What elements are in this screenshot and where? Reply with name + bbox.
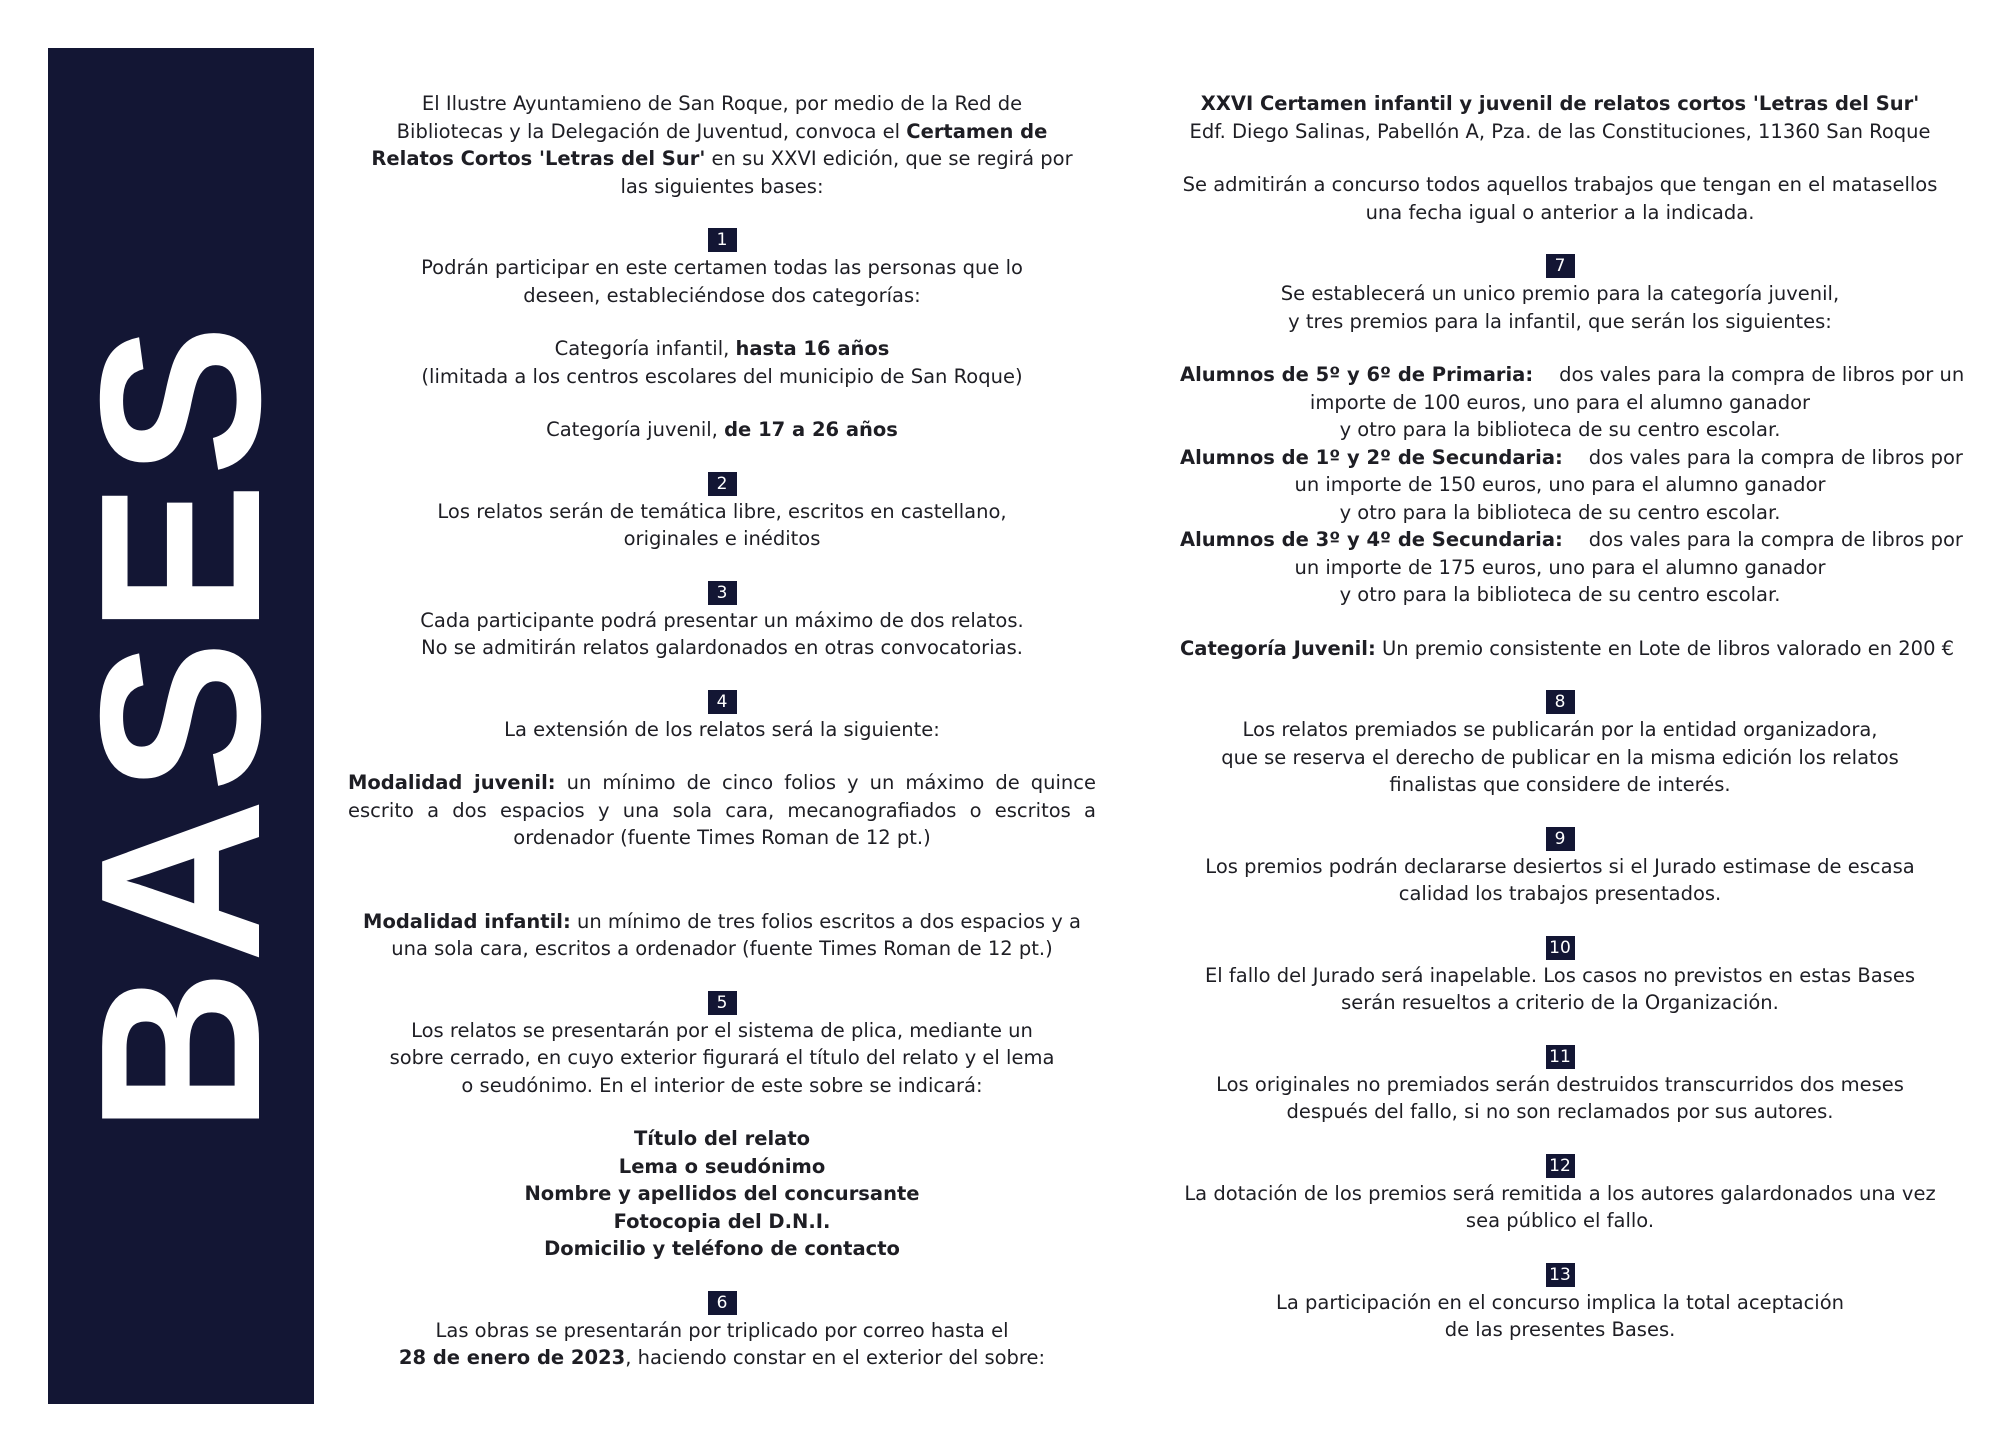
s4-juvenil — [348, 769, 1096, 852]
s6-line2 — [348, 1344, 1096, 1372]
s8-line1: Los relatos premiados se publicarán por la entidad organizadora, — [1242, 718, 1878, 741]
section-number-5: 5 — [708, 991, 737, 1015]
prize-sec12-cont1: un importe de 150 euros, uno para el alumno ganador — [1294, 473, 1826, 496]
section-number-7: 7 — [1546, 254, 1575, 278]
prize-primaria-label: Alumnos de 5º y 6º de Primaria: — [1180, 363, 1534, 386]
prize-sec12-cont2: y otro para la biblioteca de su centro escolar. — [1339, 500, 1781, 524]
prize-sec34-cont2: y otro para la biblioteca de su centro escolar. — [1339, 583, 1781, 606]
s4-infantil-bold: Modalidad infantil: — [363, 909, 571, 933]
prize-sec34-label: Alumnos de 3º y 4º de Secundaria: — [1180, 528, 1563, 551]
left-column — [348, 90, 1096, 1372]
intro-bold: Certamen de Relatos Cortos 'Letras del Sur' — [371, 119, 1048, 170]
prize-sec34-first: dos vales para la compra de libros por — [1588, 528, 1963, 551]
s5-item — [348, 1208, 1096, 1236]
prize-juvenil — [1180, 635, 1955, 663]
s12-line2: sea público el fallo. — [1465, 1209, 1655, 1232]
prize-sec34 — [1180, 526, 1963, 554]
s5-line1: Los relatos se presentarán por el sistema de plica, mediante un — [411, 1018, 1033, 1042]
s1-cat2 — [348, 416, 1096, 444]
section-number-1: 1 — [708, 228, 737, 252]
s7-line1: Se establecerá un unico premio para la categoría juvenil, — [1280, 282, 1840, 305]
s5-item — [348, 1125, 1096, 1153]
s8-line3: finalistas que considere de interés. — [1389, 773, 1731, 796]
s1-cat1-text: Categoría infantil, — [554, 337, 736, 360]
section-number-11: 11 — [1546, 1045, 1575, 1069]
s6-date: 28 de enero de 2023 — [398, 1346, 626, 1369]
prize-juvenil-text: Un premio consistente en Lote de libros valorado en 200 € — [1375, 636, 1955, 660]
s3-line2: No se admitirán relatos galardonados en otras convocatorias. — [421, 636, 1023, 659]
intro-text-1: El Ilustre Ayuntamieno de San Roque, por medio de la Red de Bibliotecas y la Delegación de Juventud, convoca el — [396, 92, 1023, 143]
prize-sec12 — [1180, 444, 1963, 472]
right-column — [1180, 90, 1965, 1344]
section-number-2: 2 — [708, 472, 737, 496]
s5-item — [348, 1180, 1096, 1208]
section-number-4: 4 — [708, 690, 737, 714]
s1-cat2-text: Categoría juvenil, — [546, 418, 725, 441]
s5-item-nombre: Nombre y apellidos del concursante — [524, 1182, 920, 1205]
s5-item-domicilio: Domicilio y teléfono de contacto — [544, 1237, 900, 1260]
s5-item-title: Título del relato — [633, 1127, 811, 1150]
s4-juvenil-text: un mínimo de cinco folios y un máximo de quince escrito a dos espacios y una sola cara, mecanografiados o escritos a ordenador (fuente Times Roman de 12 pt.) — [348, 771, 1096, 849]
s1-text: Podrán participar en este certamen todas las personas que lo deseen, estableciéndose dos categorías: — [421, 256, 1023, 307]
s6-address-title — [1180, 90, 1940, 118]
prize-primaria-first: dos vales para la compra de libros por un — [1559, 363, 1965, 386]
s9-line2: calidad los trabajos presentados. — [1398, 882, 1722, 905]
bases-sidebar — [48, 48, 314, 1404]
prize-juvenil-label: Categoría Juvenil: — [1180, 636, 1376, 660]
s5-item — [348, 1153, 1096, 1181]
s9-line1: Los premios podrán declararse desiertos si el Jurado estimase de escasa — [1205, 854, 1915, 878]
prize-primaria — [1180, 361, 1965, 389]
s5-line2: sobre cerrado, en cuyo exterior figurará el título del relato y el lema — [389, 1046, 1055, 1069]
s4-juvenil-bold: Modalidad juvenil: — [348, 771, 556, 794]
s4-infantil — [348, 908, 1096, 963]
s11-line1: Los originales no premiados serán destruidos transcurridos dos meses — [1216, 1072, 1904, 1096]
s5-item — [348, 1235, 1096, 1263]
s4-intro: La extensión de los relatos será la siguiente: — [504, 717, 940, 741]
s6-line1: Las obras se presentarán por triplicado por correo hasta el — [435, 1318, 1009, 1342]
s10-line1: El fallo del Jurado será inapelable. Los casos no previstos en estas Bases — [1204, 963, 1915, 987]
intro-text-2: en su XXVI edición, que se regirá por las siguientes bases: — [620, 147, 1073, 198]
s13-line1: La participación en el concurso implica la total aceptación — [1276, 1290, 1844, 1314]
s1-cat1-note: (limitada a los centros escolares del municipio de San Roque) — [421, 364, 1023, 388]
section-number-8: 8 — [1546, 690, 1575, 714]
s5-item-lema: Lema o seudónimo — [618, 1154, 826, 1178]
section-number-13: 13 — [1546, 1263, 1575, 1287]
s2-line1: Los relatos serán de temática libre, escritos en castellano, — [437, 499, 1007, 523]
s6-address-bold: XXVI Certamen infantil y juvenil de relatos cortos 'Letras del Sur' — [1200, 92, 1920, 115]
s6-line2-rest: , haciendo constar en el exterior del sobre: — [625, 1346, 1046, 1369]
s1-cat1 — [348, 335, 1096, 363]
prize-primaria-cont1: importe de 100 euros, uno para el alumno ganador — [1309, 390, 1811, 414]
s4-infantil-text: un mínimo de tres folios escritos a dos espacios y a una sola cara, escritos a ordenador (fuente Times Roman de 12 pt.) — [391, 909, 1081, 960]
prize-sec12-label: Alumnos de 1º y 2º de Secundaria: — [1180, 445, 1563, 469]
s3-line1: Cada participante podrá presentar un máximo de dos relatos. — [420, 608, 1024, 632]
section-number-12: 12 — [1546, 1154, 1575, 1178]
s8-line2: que se reserva el derecho de publicar en la misma edición los relatos — [1221, 745, 1899, 769]
s6-admit-line1: Se admitirán a concurso todos aquellos trabajos que tengan en el matasellos — [1182, 173, 1938, 196]
prize-sec34-cont1: un importe de 175 euros, uno para el alumno ganador — [1294, 555, 1826, 579]
section-number-6: 6 — [708, 1291, 737, 1315]
s7-line2: y tres premios para la infantil, que serán los siguientes: — [1288, 309, 1832, 333]
s6-admit-line2: una fecha igual o anterior a la indicada. — [1365, 200, 1755, 224]
s5-line3: o seudónimo. En el interior de este sobre se indicará: — [461, 1073, 983, 1097]
s1-cat2-bold: de 17 a 26 años — [724, 418, 898, 441]
section-number-9: 9 — [1546, 827, 1575, 851]
bases-title: BASES — [54, 318, 308, 1134]
section-number-10: 10 — [1546, 936, 1575, 960]
prize-primaria-cont2: y otro para la biblioteca de su centro escolar. — [1339, 418, 1781, 441]
s5-item-dni: Fotocopia del D.N.I. — [613, 1209, 831, 1233]
s11-line2: después del fallo, si no son reclamados por sus autores. — [1286, 1100, 1834, 1123]
s12-line1: La dotación de los premios será remitida a los autores galardonados una vez — [1184, 1181, 1936, 1205]
s1-cat1-bold: hasta 16 años — [735, 337, 890, 360]
intro-paragraph — [348, 90, 1096, 200]
s6-address: Edf. Diego Salinas, Pabellón A, Pza. de las Constituciones, 11360 San Roque — [1189, 119, 1931, 143]
s2-line2: originales e inéditos — [623, 527, 821, 550]
section-number-3: 3 — [708, 581, 737, 605]
prize-sec12-first: dos vales para la compra de libros por — [1588, 445, 1963, 469]
s13-line2: de las presentes Bases. — [1444, 1318, 1676, 1341]
s10-line2: serán resueltos a criterio de la Organización. — [1341, 991, 1779, 1014]
